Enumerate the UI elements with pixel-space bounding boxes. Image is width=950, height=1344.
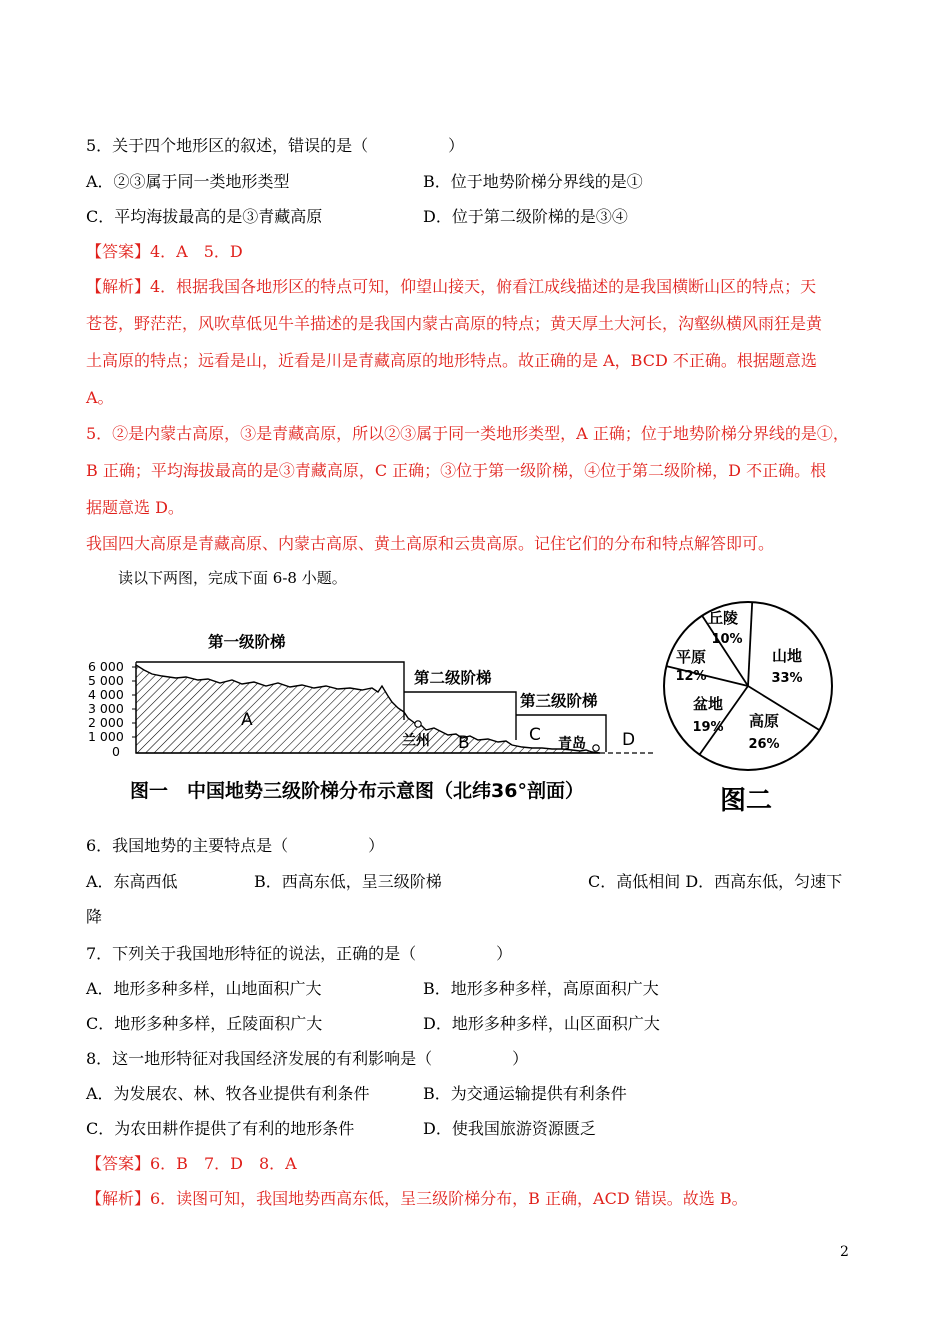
question-5-option-c: C．平均海拔最高的是③青藏高原 bbox=[86, 207, 323, 226]
page-number: 2 bbox=[840, 1244, 849, 1260]
question-8-option-a: A．为发展农、林、牧各业提供有利条件 bbox=[86, 1084, 370, 1103]
question-7-option-d: D．地形多种多样，山区面积广大 bbox=[423, 1014, 660, 1033]
answer-6-8: 【答案】6．B 7．D 8．A bbox=[86, 1154, 297, 1173]
figure-1-caption: 图一 中国地势三级阶梯分布示意图（北纬36°剖面） bbox=[130, 780, 584, 802]
region-c-label: C bbox=[529, 725, 541, 745]
y-tick-label: 5 000 bbox=[88, 673, 124, 688]
y-tick-label: 2 000 bbox=[88, 715, 124, 730]
analysis-line-1: 【解析】4．根据我国各地形区的特点可知，仰望山接天，俯看江成线描述的是我国横断山区的特点；天 bbox=[86, 277, 817, 296]
slice-pct-mountain: 33% bbox=[771, 671, 803, 686]
slice-label-mountain: 山地 bbox=[771, 647, 803, 665]
question-6-stem: 6．我国地势的主要特点是（ ） bbox=[86, 836, 385, 855]
city-qingdao-label: 青岛 bbox=[558, 736, 586, 752]
answer-4-5: 【答案】4．A 5．D bbox=[86, 242, 243, 261]
slice-pct-basin: 19% bbox=[692, 720, 724, 735]
question-5-stem: 5．关于四个地形区的叙述，错误的是（ ） bbox=[86, 136, 465, 155]
question-8-stem: 8．这一地形特征对我国经济发展的有利影响是（ ） bbox=[86, 1049, 529, 1068]
figure-2-caption: 图二 bbox=[720, 786, 773, 816]
question-5-option-a: A．②③属于同一类地形类型 bbox=[86, 172, 290, 191]
analysis-line-7: 据题意选 D。 bbox=[86, 498, 184, 517]
slice-label-hill: 丘陵 bbox=[707, 609, 739, 627]
question-7-option-c: C．地形多种多样，丘陵面积广大 bbox=[86, 1014, 323, 1033]
city-lanzhou-label: 兰州 bbox=[402, 733, 430, 749]
slice-label-plain: 平原 bbox=[675, 648, 707, 666]
y-tick-label: 1 000 bbox=[88, 729, 124, 744]
step-1-label: 第一级阶梯 bbox=[208, 633, 286, 651]
analysis-line-8: 我国四大高原是青藏高原、内蒙古高原、黄土高原和云贵高原。记住它们的分布和特点解答即可。 bbox=[86, 534, 775, 553]
step-3-label: 第三级阶梯 bbox=[520, 692, 598, 710]
question-7-stem: 7．下列关于我国地形特征的说法，正确的是（ ） bbox=[86, 944, 513, 963]
analysis-line-6: B 正确；平均海拔最高的是③青藏高原，C 正确；③位于第一级阶梯，④位于第二级阶梯，D 不正确。根 bbox=[86, 461, 827, 480]
y-tick-label: 0 bbox=[112, 744, 120, 759]
y-tick-label: 3 000 bbox=[88, 701, 124, 716]
question-8-option-b: B．为交通运输提供有利条件 bbox=[423, 1084, 627, 1103]
question-8-option-d: D．使我国旅游资源匮乏 bbox=[423, 1119, 596, 1138]
figure-intro: 读以下两图，完成下面 6-8 小题。 bbox=[118, 569, 347, 587]
slice-label-plateau: 高原 bbox=[748, 712, 780, 730]
slice-pct-hill: 10% bbox=[711, 632, 743, 647]
slice-pct-plain: 12% bbox=[675, 669, 707, 684]
terrain-profile-figure bbox=[86, 600, 666, 775]
question-6-option-cd: C．高低相间 D．西高东低，匀速下 bbox=[588, 872, 843, 891]
step-2-label: 第二级阶梯 bbox=[414, 669, 492, 687]
analysis-line-4: A。 bbox=[86, 388, 114, 407]
region-a-label: A bbox=[241, 710, 253, 730]
question-8-option-c: C．为农田耕作提供了有利的地形条件 bbox=[86, 1119, 355, 1138]
slice-pct-plateau: 26% bbox=[748, 737, 780, 752]
terrain-type-pie-chart bbox=[660, 598, 840, 778]
y-tick-label: 4 000 bbox=[88, 687, 124, 702]
region-b-label: B bbox=[458, 733, 470, 753]
question-6-continuation: 降 bbox=[86, 907, 103, 926]
question-5-option-b: B．位于地势阶梯分界线的是① bbox=[423, 172, 643, 191]
question-6-option-a: A．东高西低 bbox=[86, 872, 178, 891]
analysis-line-3: 土高原的特点；远看是山，近看是川是青藏高原的地形特点。故正确的是 A，BCD 不正确。根据题意选 bbox=[86, 351, 817, 370]
analysis-line-5: 5．②是内蒙古高原，③是青藏高原，所以②③属于同一类地形类型，A 正确；位于地势阶梯分界线的是①， bbox=[86, 424, 849, 443]
analysis-6: 【解析】6．读图可知，我国地势西高东低，呈三级阶梯分布，B 正确，ACD 错误。故选 B。 bbox=[86, 1189, 748, 1208]
analysis-line-2: 苍苍，野茫茫，风吹草低见牛羊描述的是我国内蒙古高原的特点；黄天厚土大河长，沟壑纵横风雨狂是黄 bbox=[86, 314, 823, 333]
question-5-option-d: D．位于第二级阶梯的是③④ bbox=[423, 207, 628, 226]
y-tick-label: 6 000 bbox=[88, 659, 124, 674]
question-6-option-b: B．西高东低，呈三级阶梯 bbox=[254, 872, 442, 891]
slice-label-basin: 盆地 bbox=[692, 695, 724, 713]
question-7-option-a: A．地形多种多样，山地面积广大 bbox=[86, 979, 322, 998]
qingdao-marker bbox=[593, 745, 599, 751]
lanzhou-marker bbox=[415, 721, 421, 727]
question-7-option-b: B．地形多种多样，高原面积广大 bbox=[423, 979, 659, 998]
region-d-label: D bbox=[622, 730, 636, 750]
